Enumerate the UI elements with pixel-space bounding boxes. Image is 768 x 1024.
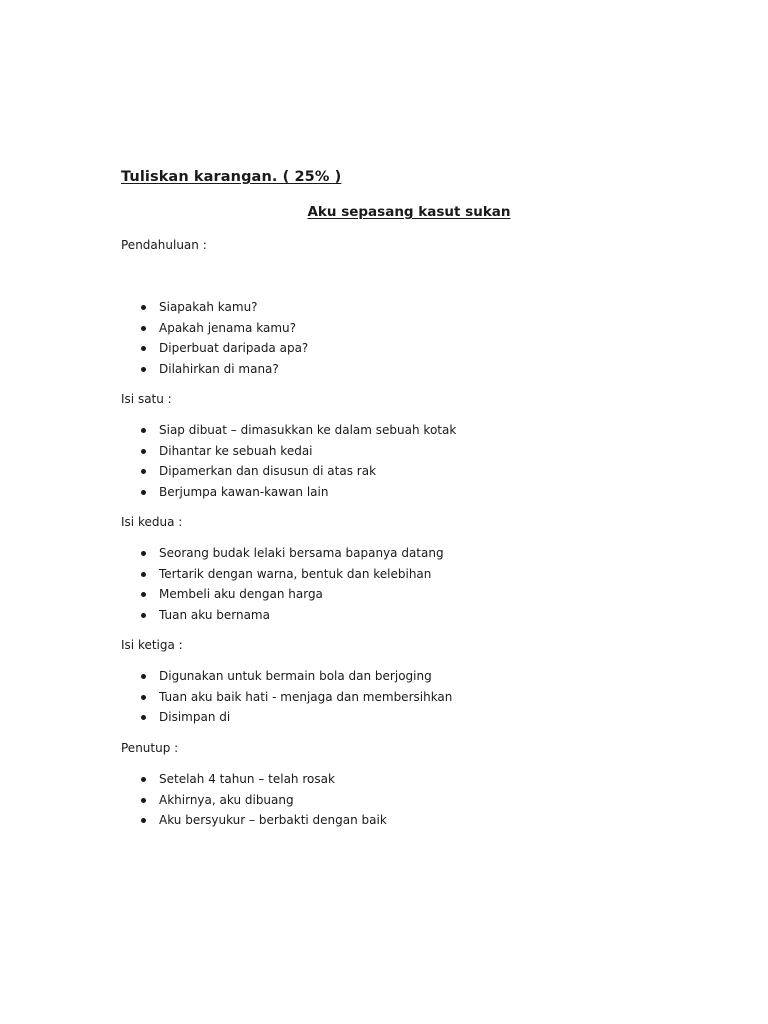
list-item bbox=[140, 564, 444, 585]
list-item-text: Siap dibuat – dimasukkan ke dalam sebuah kotak bbox=[159, 423, 457, 437]
section-list-penutup bbox=[140, 769, 387, 831]
list-item bbox=[140, 769, 387, 790]
bullet-icon bbox=[141, 715, 146, 720]
instruction-heading: Tuliskan karangan. ( 25% ) bbox=[121, 169, 342, 185]
list-item bbox=[140, 687, 452, 708]
section-label-pendahuluan: Pendahuluan : bbox=[121, 238, 207, 252]
bullet-icon bbox=[141, 469, 146, 474]
list-item bbox=[140, 441, 456, 462]
list-item-text: Tuan aku bernama bbox=[159, 607, 270, 622]
list-item bbox=[140, 666, 452, 687]
list-item-text: Dihantar ke sebuah kedai bbox=[159, 443, 313, 458]
list-item bbox=[140, 605, 444, 626]
list-item-text: Disimpan di bbox=[159, 710, 231, 725]
bullet-icon bbox=[141, 674, 146, 679]
essay-title: Aku sepasang kasut sukan bbox=[307, 204, 511, 220]
list-item-text: Akhirnya, aku dibuang bbox=[159, 792, 294, 807]
bullet-icon bbox=[141, 818, 146, 823]
list-item-text: Seorang budak lelaki bersama bapanya datang bbox=[159, 546, 444, 560]
list-item bbox=[140, 543, 444, 564]
list-item bbox=[140, 359, 308, 380]
list-item-text: Apakah jenama kamu? bbox=[159, 320, 296, 335]
section-list-isi-satu bbox=[140, 420, 456, 502]
list-item-text: Diperbuat daripada apa? bbox=[159, 341, 309, 356]
list-item-text: Dipamerkan dan disusun di atas rak bbox=[159, 464, 377, 479]
bullet-icon bbox=[141, 572, 146, 577]
list-item-text: Tertarik dengan warna, bentuk dan kelebihan bbox=[159, 566, 432, 581]
list-item bbox=[140, 297, 308, 318]
bullet-icon bbox=[141, 346, 146, 351]
section-label-penutup: Penutup : bbox=[121, 741, 179, 755]
list-item bbox=[140, 318, 308, 339]
list-item bbox=[140, 790, 387, 811]
list-item-text: Tuan aku baik hati - menjaga dan membersihkan bbox=[159, 689, 453, 704]
section-label-isi-satu: Isi satu : bbox=[121, 392, 172, 406]
bullet-icon bbox=[141, 613, 146, 618]
bullet-icon bbox=[141, 551, 146, 556]
list-item-text: Aku bersyukur – berbakti dengan baik bbox=[159, 813, 387, 828]
bullet-icon bbox=[141, 428, 146, 433]
section-label-isi-kedua: Isi kedua : bbox=[121, 515, 183, 529]
section-label-isi-ketiga: Isi ketiga : bbox=[121, 638, 183, 652]
section-list-pendahuluan bbox=[140, 297, 308, 379]
list-item-text: Digunakan untuk bermain bola dan berjoging bbox=[159, 669, 432, 683]
bullet-icon bbox=[141, 490, 146, 495]
list-item-text: Berjumpa kawan-kawan lain bbox=[159, 484, 329, 499]
bullet-icon bbox=[141, 326, 146, 331]
list-item bbox=[140, 584, 444, 605]
bullet-icon bbox=[141, 449, 146, 454]
list-item-text: Membeli aku dengan harga bbox=[159, 587, 323, 602]
list-item bbox=[140, 482, 456, 503]
list-item-text: Setelah 4 tahun – telah rosak bbox=[159, 772, 335, 786]
list-item-text: Dilahirkan di mana? bbox=[159, 361, 279, 376]
list-item bbox=[140, 461, 456, 482]
section-list-isi-ketiga bbox=[140, 666, 452, 728]
bullet-icon bbox=[141, 695, 146, 700]
bullet-icon bbox=[141, 798, 146, 803]
list-item bbox=[140, 810, 387, 831]
list-item bbox=[140, 338, 308, 359]
bullet-icon bbox=[141, 367, 146, 372]
list-item-text: Siapakah kamu? bbox=[159, 300, 258, 314]
list-item bbox=[140, 707, 452, 728]
bullet-icon bbox=[141, 777, 146, 782]
bullet-icon bbox=[141, 592, 146, 597]
section-list-isi-kedua bbox=[140, 543, 444, 625]
bullet-icon bbox=[141, 305, 146, 310]
list-item bbox=[140, 420, 456, 441]
